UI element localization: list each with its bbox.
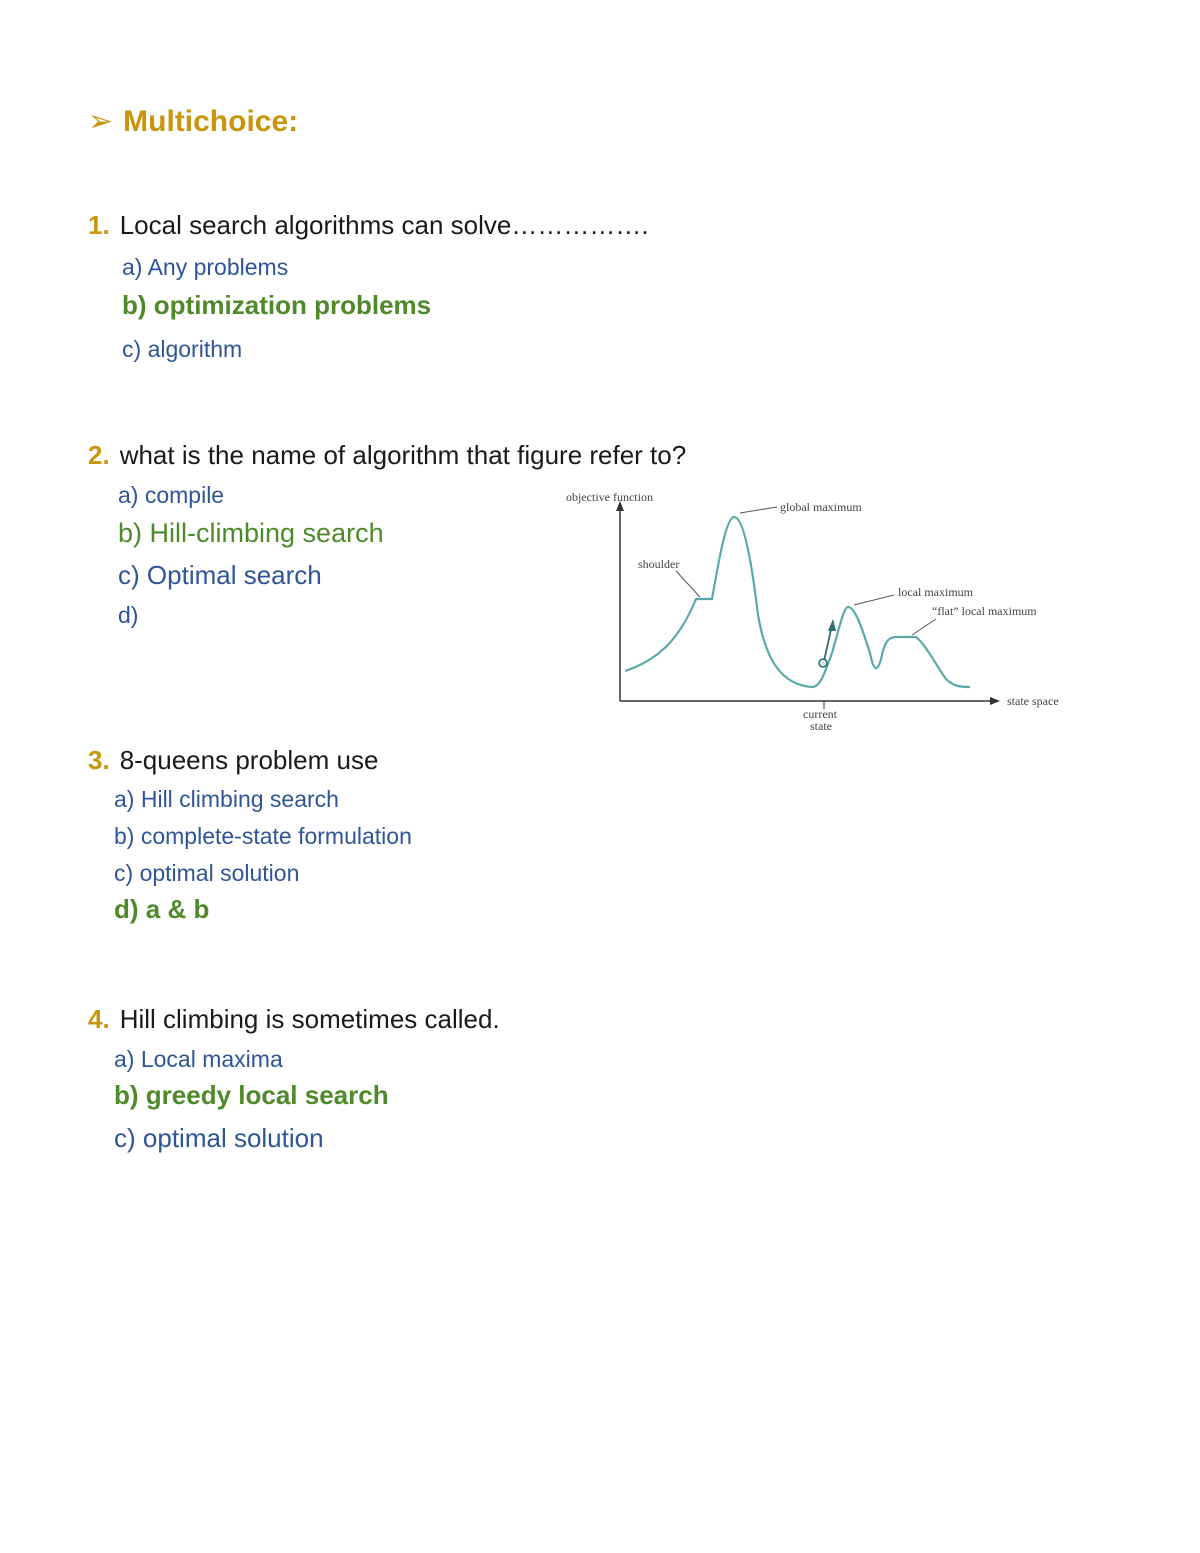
q1-option-c — [122, 336, 242, 363]
option-label: c) — [118, 560, 140, 590]
option-text: Optimal search — [146, 560, 322, 590]
q2-option-d — [118, 602, 138, 629]
option-text: a & b — [145, 894, 210, 924]
global-max-leader — [740, 507, 777, 513]
local-max-label: local maximum — [898, 585, 973, 599]
option-label: c) — [114, 1123, 136, 1153]
question-text: 8-queens problem use — [119, 745, 379, 775]
question-text: what is the name of algorithm that figure refer to? — [119, 440, 687, 470]
option-label: d) — [114, 894, 139, 924]
option-text: optimal solution — [139, 860, 300, 886]
question-number: 2. — [88, 440, 110, 470]
flat-local-max-label: “flat” local maximum — [932, 604, 1037, 618]
current-state-label-1: current — [803, 707, 837, 721]
option-label: b) — [114, 1080, 139, 1110]
current-state-label-2: state — [810, 719, 832, 733]
heading-text: Multichoice: — [123, 105, 299, 138]
question-text: Local search algorithms can solve……………. — [119, 210, 649, 240]
q4-option-a — [114, 1046, 283, 1073]
q2-option-a — [118, 482, 224, 509]
option-text: Local maxima — [140, 1046, 283, 1072]
option-label: c) — [122, 336, 142, 362]
question-2 — [88, 440, 686, 471]
option-text: compile — [144, 482, 225, 508]
q1-option-a — [122, 254, 288, 281]
q2-option-b-correct — [118, 518, 384, 549]
option-label: a) — [114, 1046, 135, 1072]
option-text: complete-state formulation — [140, 823, 412, 849]
x-axis-label: state space — [1007, 694, 1059, 708]
x-axis-arrow-icon — [990, 697, 1000, 705]
state-space-landscape-figure — [560, 485, 1080, 735]
section-heading — [88, 104, 298, 139]
shoulder-leader — [676, 571, 700, 597]
option-label: c) — [114, 860, 134, 886]
q4-option-b-correct — [114, 1080, 389, 1111]
option-text: Any problems — [147, 254, 289, 280]
global-max-label: global maximum — [780, 500, 862, 514]
question-number: 1. — [88, 210, 110, 240]
option-label: d) — [118, 602, 139, 628]
question-3 — [88, 745, 378, 776]
option-text: optimal solution — [142, 1123, 324, 1153]
option-label: a) — [122, 254, 143, 280]
flat-max-leader — [912, 619, 936, 635]
option-text: greedy local search — [145, 1080, 389, 1110]
question-4 — [88, 1004, 500, 1035]
q3-option-c — [114, 860, 299, 887]
q4-option-c — [114, 1123, 324, 1154]
y-axis-label: objective function — [566, 490, 653, 504]
current-state-dot — [819, 659, 827, 667]
option-label: b) — [122, 290, 147, 320]
arrow-bullet-icon: ➢ — [88, 105, 114, 138]
option-text: algorithm — [147, 336, 243, 362]
option-text: optimization problems — [153, 290, 432, 320]
option-label: b) — [118, 518, 143, 548]
objective-curve — [625, 517, 970, 687]
q3-option-a — [114, 786, 339, 813]
q1-option-b-correct — [122, 290, 431, 321]
question-text: Hill climbing is sometimes called. — [119, 1004, 500, 1034]
option-label: a) — [114, 786, 135, 812]
question-number: 4. — [88, 1004, 110, 1034]
option-text: Hill climbing search — [140, 786, 339, 812]
option-text: Hill-climbing search — [149, 518, 384, 548]
q3-option-b — [114, 823, 412, 850]
shoulder-label: shoulder — [638, 557, 680, 571]
option-label: b) — [114, 823, 135, 849]
climb-arrow-icon — [828, 619, 836, 631]
question-1 — [88, 210, 649, 241]
question-number: 3. — [88, 745, 110, 775]
q3-option-d-correct — [114, 894, 209, 925]
local-max-leader — [854, 595, 894, 605]
q2-option-c — [118, 560, 322, 591]
option-label: a) — [118, 482, 139, 508]
